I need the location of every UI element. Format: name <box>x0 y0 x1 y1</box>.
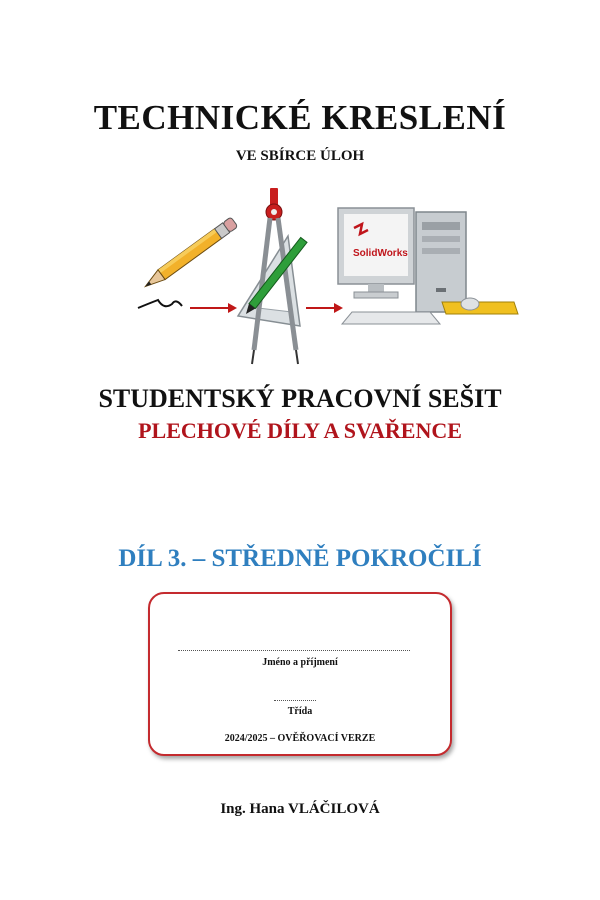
arrow-right-icon <box>190 303 237 313</box>
class-label: Třída <box>287 706 313 717</box>
document-subtitle: VE SBÍRCE ÚLOH <box>235 148 365 164</box>
illustration <box>110 178 530 378</box>
solidworks-logo-text: SolidWorks <box>353 248 408 259</box>
document-title: TECHNICKÉ KRESLENÍ <box>93 98 507 137</box>
arrow-right-icon <box>306 303 343 313</box>
workbook-part: DÍL 3. – STŘEDNĚ POKROČILÍ <box>118 545 482 572</box>
pencil-icon <box>138 217 238 308</box>
class-field-line[interactable] <box>274 700 316 701</box>
name-field-line[interactable] <box>178 650 410 651</box>
author-name: Ing. Hana VLÁČILOVÁ <box>220 801 380 817</box>
workbook-title: STUDENTSKÝ PRACOVNÍ SEŠIT <box>98 384 502 413</box>
computer-icon <box>338 208 518 324</box>
compass-and-triangle-icon <box>238 188 307 364</box>
name-label: Jméno a příjmení <box>262 657 338 668</box>
version-label: 2024/2025 – OVĚŘOVACÍ VERZE <box>224 733 376 744</box>
student-info-box <box>148 592 452 756</box>
workbook-topic: PLECHOVÉ DÍLY A SVAŘENCE <box>138 418 462 443</box>
